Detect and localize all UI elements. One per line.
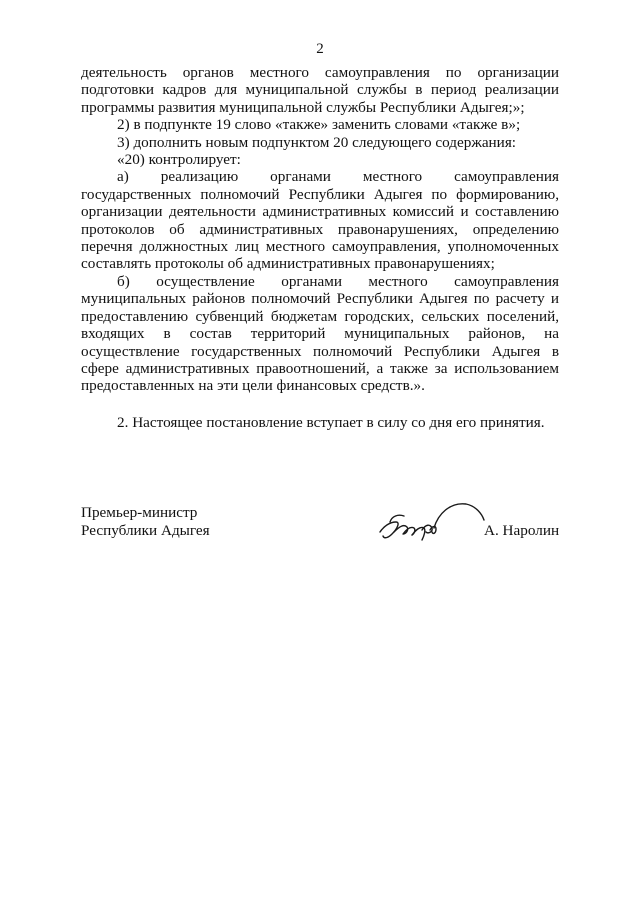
document-body: [81, 64, 559, 395]
signatory-name: А. Наролин: [484, 522, 560, 539]
paragraph-subitem-a: а) реализацию органами местного самоуправления государственных полномочий Республики Адыгея по формированию, организации деятельности административных комиссий и составлению протоколов об административных правонарушениях, определению перечня должностных лиц местного самоуправления, уполномоченных составлять протоколы об административных правонарушениях;: [81, 168, 559, 273]
signatory-position: [81, 504, 210, 540]
closing-paragraph: 2. Настоящее постановление вступает в силу со дня его принятия.: [117, 414, 545, 431]
page-number: 2: [316, 41, 324, 57]
signatory-position-line2: Республики Адыгея: [81, 522, 210, 539]
paragraph-continuation: деятельность органов местного самоуправления по организации подготовки кадров для муниципальной службы в период реализации программы развития муниципальной службы Республики Адыгея;»;: [81, 64, 559, 116]
handwritten-signature: [370, 492, 490, 552]
paragraph-item-2: 2) в подпункте 19 слово «также» заменить словами «также в»;: [117, 116, 521, 134]
paragraph-subitem-b: б) осуществление органами местного самоуправления муниципальных районов полномочий Республики Адыгея по расчету и предоставлению субвенций бюджетам городских, сельских поселений, входящих в состав территорий муниципальных районов, на осуществление государственных полномочий Республики Адыгея в сфере административных правоотношений, а также за использованием предоставленных на эти цели финансовых средств.».: [81, 272, 559, 395]
paragraph-item-20-intro: «20) контролирует:: [117, 151, 241, 169]
signatory-position-line1: Премьер-министр: [81, 504, 198, 521]
paragraph-item-3: 3) дополнить новым подпунктом 20 следующего содержания:: [117, 133, 517, 151]
